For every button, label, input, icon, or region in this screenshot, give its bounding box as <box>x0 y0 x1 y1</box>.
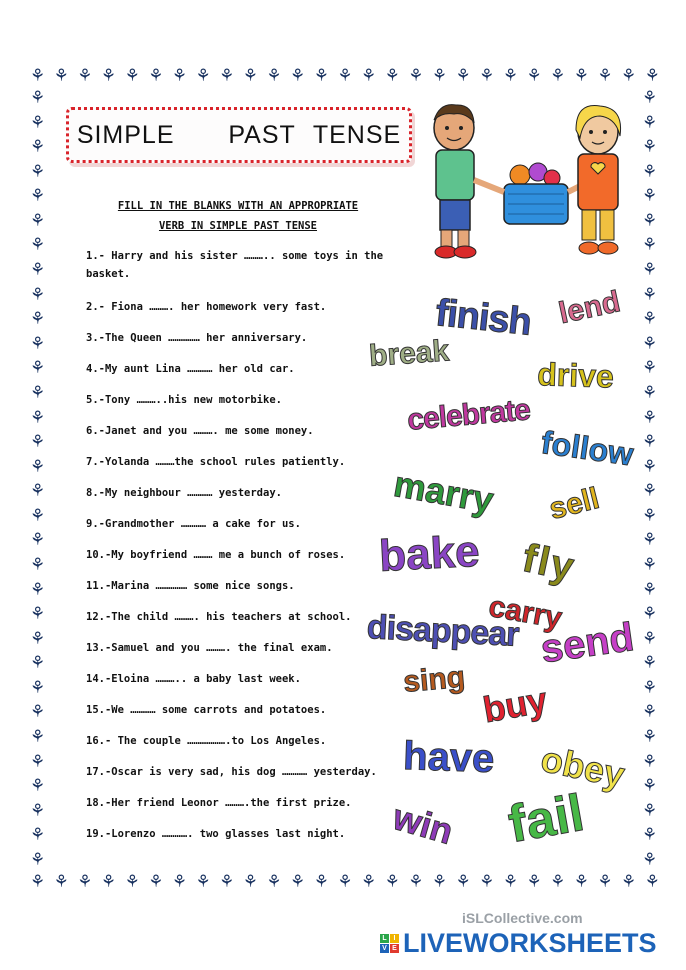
brand-logo-icon <box>380 934 399 953</box>
palm-tree-icon: ⚘ <box>124 66 140 86</box>
word-sell: sell <box>546 481 603 527</box>
question-item: 9.-Grandmother ………… a cake for us. <box>86 518 301 530</box>
palm-tree-icon: ⚘ <box>30 481 46 502</box>
question-item: 11.-Marina …………… some nice songs. <box>86 580 295 592</box>
palm-tree-icon: ⚘ <box>30 530 46 551</box>
question-item: 12.-The child ………. his teachers at school. <box>86 611 352 623</box>
word-fly: fly <box>518 536 580 590</box>
palm-tree-icon: ⚘ <box>642 628 658 649</box>
palm-tree-icon: ⚘ <box>642 481 658 502</box>
palm-tree-icon: ⚘ <box>30 702 46 723</box>
question-item: 13.-Samuel and you ………. the final exam. <box>86 642 333 654</box>
palm-tree-icon: ⚘ <box>266 66 282 86</box>
palm-tree-icon: ⚘ <box>526 66 542 86</box>
palm-tree-icon: ⚘ <box>360 66 377 86</box>
palm-tree-icon: ⚘ <box>30 358 46 379</box>
palm-tree-icon: ⚘ <box>502 66 519 86</box>
palm-tree-icon: ⚘ <box>124 872 140 892</box>
word-sing: sing <box>402 660 467 699</box>
palm-tree-icon: ⚘ <box>30 456 46 477</box>
palm-border-top <box>30 66 660 86</box>
palm-tree-icon: ⚘ <box>148 66 164 86</box>
palm-tree-icon: ⚘ <box>642 186 658 207</box>
brand-name: LIVEWORKSHEETS <box>403 928 657 958</box>
question-item: 7.-Yolanda ………the school rules patiently. <box>86 456 346 468</box>
site-watermark: iSLCollective.com <box>462 910 583 926</box>
logo-letter: V <box>380 944 389 953</box>
brand-logo <box>380 928 657 959</box>
palm-tree-icon: ⚘ <box>30 776 46 797</box>
palm-tree-icon: ⚘ <box>642 579 658 600</box>
palm-tree-icon: ⚘ <box>642 727 658 748</box>
word-lend: lend <box>556 285 624 331</box>
palm-tree-icon: ⚘ <box>642 825 658 846</box>
title-box <box>66 107 412 163</box>
palm-tree-icon: ⚘ <box>642 505 658 526</box>
palm-tree-icon: ⚘ <box>621 66 637 86</box>
question-item: 14.-Eloina ……….. a baby last week. <box>86 673 301 685</box>
logo-letter: I <box>390 934 399 943</box>
palm-tree-icon: ⚘ <box>642 849 658 870</box>
question-item: 8.-My neighbour ………… yesterday. <box>86 487 282 499</box>
palm-tree-icon: ⚘ <box>30 751 46 772</box>
palm-tree-icon: ⚘ <box>642 530 658 551</box>
palm-tree-icon: ⚘ <box>642 702 658 723</box>
word-carry: carry <box>486 590 565 636</box>
palm-tree-icon: ⚘ <box>100 66 117 86</box>
palm-tree-icon: ⚘ <box>266 872 282 892</box>
palm-tree-icon: ⚘ <box>195 66 211 86</box>
palm-tree-icon: ⚘ <box>597 66 613 86</box>
palm-tree-icon: ⚘ <box>30 66 46 86</box>
palm-tree-icon: ⚘ <box>219 66 235 86</box>
palm-tree-icon: ⚘ <box>30 825 46 846</box>
palm-tree-icon: ⚘ <box>30 677 46 698</box>
palm-tree-icon: ⚘ <box>30 186 46 207</box>
palm-tree-icon: ⚘ <box>408 66 424 86</box>
palm-tree-icon: ⚘ <box>526 872 542 892</box>
question-item: 10.-My boyfriend ……… me a bunch of roses. <box>86 549 346 561</box>
word-celebrate: celebrate <box>406 393 532 437</box>
question-item: 1.- Harry and his sister ……….. some toys in the basket. <box>86 250 384 280</box>
palm-tree-icon: ⚘ <box>642 677 658 698</box>
palm-tree-icon: ⚘ <box>642 358 658 379</box>
palm-tree-icon: ⚘ <box>30 653 46 674</box>
palm-tree-icon: ⚘ <box>642 800 658 821</box>
palm-border-right <box>642 88 657 870</box>
word-have: have <box>402 734 496 782</box>
question-item: 5.-Tony ………..his new motorbike. <box>86 394 282 406</box>
palm-tree-icon: ⚘ <box>30 382 46 403</box>
palm-tree-icon: ⚘ <box>642 653 658 674</box>
palm-tree-icon: ⚘ <box>642 309 658 330</box>
palm-tree-icon: ⚘ <box>642 751 658 772</box>
palm-tree-icon: ⚘ <box>642 284 658 305</box>
palm-tree-icon: ⚘ <box>573 66 589 86</box>
palm-tree-icon: ⚘ <box>30 260 46 281</box>
palm-tree-icon: ⚘ <box>644 872 660 892</box>
palm-tree-icon: ⚘ <box>171 872 188 892</box>
instructions-line-1: FILL IN THE BLANKS WITH AN APPROPRIATE <box>117 200 359 212</box>
palm-border-left <box>30 88 45 870</box>
palm-tree-icon: ⚘ <box>408 872 424 892</box>
palm-tree-icon: ⚘ <box>30 800 46 821</box>
palm-tree-icon: ⚘ <box>30 505 46 526</box>
girl-figure <box>576 106 621 255</box>
palm-tree-icon: ⚘ <box>30 727 46 748</box>
word-marry: marry <box>390 463 497 521</box>
palm-tree-icon: ⚘ <box>30 112 46 133</box>
kids-illustration <box>420 100 642 265</box>
word-follow: follow <box>538 424 636 473</box>
palm-tree-icon: ⚘ <box>337 66 353 86</box>
palm-tree-icon: ⚘ <box>53 872 69 892</box>
word-obey: obey <box>537 738 629 796</box>
question-item: 17.-Oscar is very sad, his dog ………… yesterday. <box>86 766 377 778</box>
palm-tree-icon: ⚘ <box>100 872 117 892</box>
palm-tree-icon: ⚘ <box>642 382 658 403</box>
toy-basket <box>474 163 592 224</box>
palm-tree-icon: ⚘ <box>171 66 188 86</box>
palm-tree-icon: ⚘ <box>30 309 46 330</box>
instructions <box>78 196 398 236</box>
palm-tree-icon: ⚘ <box>242 66 259 86</box>
palm-tree-icon: ⚘ <box>455 66 471 86</box>
palm-tree-icon: ⚘ <box>479 66 495 86</box>
palm-tree-icon: ⚘ <box>290 872 306 892</box>
question-item: 16.- The couple ……………….to Los Angeles. <box>86 735 327 747</box>
palm-tree-icon: ⚘ <box>53 66 69 86</box>
palm-tree-icon: ⚘ <box>642 456 658 477</box>
question-item: 18.-Her friend Leonor ……….the first prize. <box>86 797 352 809</box>
palm-tree-icon: ⚘ <box>30 432 46 453</box>
word-drive: drive <box>536 356 615 395</box>
palm-tree-icon: ⚘ <box>642 210 658 231</box>
palm-tree-icon: ⚘ <box>642 333 658 354</box>
palm-tree-icon: ⚘ <box>431 872 448 892</box>
palm-tree-icon: ⚘ <box>219 872 235 892</box>
palm-tree-icon: ⚘ <box>77 872 93 892</box>
palm-tree-icon: ⚘ <box>431 66 448 86</box>
palm-tree-icon: ⚘ <box>360 872 377 892</box>
palm-tree-icon: ⚘ <box>642 88 658 108</box>
palm-tree-icon: ⚘ <box>642 112 658 133</box>
palm-tree-icon: ⚘ <box>30 137 46 158</box>
palm-tree-icon: ⚘ <box>30 849 46 870</box>
logo-letter: L <box>380 934 389 943</box>
palm-tree-icon: ⚘ <box>195 872 211 892</box>
palm-tree-icon: ⚘ <box>502 872 519 892</box>
word-finish: finish <box>433 292 533 344</box>
palm-tree-icon: ⚘ <box>30 554 46 575</box>
palm-tree-icon: ⚘ <box>621 872 637 892</box>
palm-tree-icon: ⚘ <box>642 776 658 797</box>
question-item: 15.-We ………… some carrots and potatoes. <box>86 704 327 716</box>
palm-tree-icon: ⚘ <box>77 66 93 86</box>
palm-tree-icon: ⚘ <box>30 284 46 305</box>
palm-tree-icon: ⚘ <box>30 210 46 231</box>
palm-tree-icon: ⚘ <box>30 407 46 428</box>
palm-tree-icon: ⚘ <box>479 872 495 892</box>
palm-tree-icon: ⚘ <box>642 137 658 158</box>
palm-tree-icon: ⚘ <box>642 604 658 625</box>
palm-tree-icon: ⚘ <box>384 872 400 892</box>
palm-tree-icon: ⚘ <box>644 66 660 86</box>
palm-tree-icon: ⚘ <box>642 260 658 281</box>
palm-tree-icon: ⚘ <box>550 872 566 892</box>
palm-tree-icon: ⚘ <box>313 66 329 86</box>
word-break: break <box>368 334 451 373</box>
palm-tree-icon: ⚘ <box>313 872 329 892</box>
palm-tree-icon: ⚘ <box>642 235 658 256</box>
word-disappear: disappear <box>366 608 520 654</box>
question-item: 4.-My aunt Lina ………… her old car. <box>86 363 295 375</box>
palm-tree-icon: ⚘ <box>642 407 658 428</box>
palm-tree-icon: ⚘ <box>148 872 164 892</box>
word-win: win <box>388 796 458 852</box>
question-item: 3.-The Queen …………… her anniversary. <box>86 332 308 344</box>
palm-tree-icon: ⚘ <box>30 579 46 600</box>
palm-tree-icon: ⚘ <box>573 872 589 892</box>
boy-figure <box>434 105 476 258</box>
instructions-line-2: VERB IN SIMPLE PAST TENSE <box>158 220 318 232</box>
logo-letter: E <box>390 944 399 953</box>
palm-tree-icon: ⚘ <box>30 88 46 108</box>
word-send: send <box>538 615 637 672</box>
palm-tree-icon: ⚘ <box>30 604 46 625</box>
palm-tree-icon: ⚘ <box>242 872 259 892</box>
palm-tree-icon: ⚘ <box>30 872 46 892</box>
question-item: 2.- Fiona ………. her homework very fast. <box>86 301 327 313</box>
palm-tree-icon: ⚘ <box>642 161 658 182</box>
palm-tree-icon: ⚘ <box>455 872 471 892</box>
palm-tree-icon: ⚘ <box>642 554 658 575</box>
palm-tree-icon: ⚘ <box>337 872 353 892</box>
page-title: SIMPLE PAST TENSE <box>76 120 402 149</box>
word-buy: buy <box>480 678 551 731</box>
question-item: 6.-Janet and you ………. me some money. <box>86 425 314 437</box>
palm-tree-icon: ⚘ <box>30 161 46 182</box>
palm-tree-icon: ⚘ <box>550 66 566 86</box>
palm-border-bottom <box>30 872 660 892</box>
palm-tree-icon: ⚘ <box>597 872 613 892</box>
word-fail: fail <box>504 783 589 855</box>
palm-tree-icon: ⚘ <box>30 628 46 649</box>
palm-tree-icon: ⚘ <box>642 432 658 453</box>
palm-tree-icon: ⚘ <box>30 333 46 354</box>
question-item: 19.-Lorenzo …………. two glasses last night. <box>86 828 346 840</box>
palm-tree-icon: ⚘ <box>30 235 46 256</box>
palm-tree-icon: ⚘ <box>290 66 306 86</box>
word-bake: bake <box>378 526 481 581</box>
palm-tree-icon: ⚘ <box>384 66 400 86</box>
